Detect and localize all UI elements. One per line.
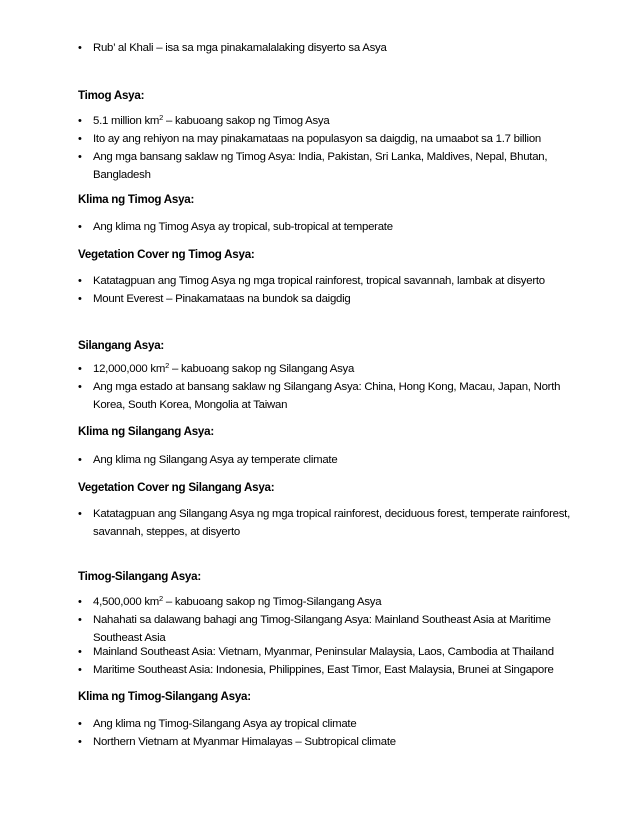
list-item-text: Ang mga bansang saklaw ng Timog Asya: India, Pakistan, Sri Lanka, Maldives, Nepal, Bhutan, Bangladesh (93, 151, 548, 181)
section-heading: Klima ng Timog-Silangang Asya: (78, 690, 251, 703)
section-heading: Timog Asya: (78, 89, 145, 102)
bullet-icon: • (78, 363, 82, 375)
superscript: 2 (165, 361, 170, 370)
section-heading: Timog-Silangang Asya: (78, 570, 201, 583)
bullet-icon: • (78, 664, 82, 676)
bullet-icon: • (78, 133, 82, 145)
list-item-text: Katatagpuan ang Timog Asya ng mga tropical rainforest, tropical savannah, lambak at disyerto (93, 275, 545, 287)
bullet-icon: • (78, 596, 82, 608)
list-item-text: Ang klima ng Silangang Asya ay temperate climate (93, 454, 338, 466)
bullet-icon: • (78, 151, 82, 163)
list-item-text: Maritime Southeast Asia: Indonesia, Philippines, East Timor, East Malaysia, Brunei at Singapore (93, 664, 554, 676)
bullet-icon: • (78, 736, 82, 748)
list-item-text: Nahahati sa dalawang bahagi ang Timog-Silangang Asya: Mainland Southeast Asia at Maritime Southeast Asia (93, 614, 551, 644)
bullet-icon: • (78, 381, 82, 393)
section-heading: Vegetation Cover ng Timog Asya: (78, 248, 255, 261)
bullet-icon: • (78, 115, 82, 127)
superscript: 2 (159, 594, 163, 603)
bullet-icon: • (78, 221, 82, 233)
list-item-text: Northern Vietnam at Myanmar Himalayas – Subtropical climate (93, 736, 396, 748)
section-heading: Vegetation Cover ng Silangang Asya: (78, 481, 275, 494)
bullet-icon: • (78, 454, 82, 466)
section-heading: Klima ng Silangang Asya: (78, 425, 214, 438)
list-item-text: 4,500,000 $km^2$ – kabuoang sakop ng Timog-Silangang Asya (93, 594, 382, 608)
list-item-text: 5.1 million $km^2$ – kabuoang sakop ng Timog Asya (93, 113, 330, 127)
bullet-icon: • (78, 275, 82, 287)
list-item-text: Katatagpuan ang Silangang Asya ng mga tropical rainforest, deciduous forest, temperate rainforest, savannah, steppes, at disyerto (93, 508, 570, 538)
section-heading: Klima ng Timog Asya: (78, 193, 195, 206)
list-item-text: Ito ay ang rehiyon na may pinakamataas na populasyon sa daigdig, na umaabot sa 1.7 billion (93, 133, 541, 145)
list-item-text: Ang mga estado at bansang saklaw ng Silangang Asya: China, Hong Kong, Macau, Japan, North Korea, South Korea, Mongolia at Taiwan (93, 381, 561, 411)
list-item-text: Mount Everest – Pinakamataas na bundok sa daigdig (93, 293, 351, 305)
list-item-text: Ang klima ng Timog Asya ay tropical, sub-tropical at temperate (93, 221, 393, 233)
bullet-icon: • (78, 718, 82, 730)
superscript: 2 (159, 113, 164, 122)
bullet-icon: • (78, 508, 82, 520)
list-item-text: Mainland Southeast Asia: Vietnam, Myanmar, Peninsular Malaysia, Laos, Cambodia at Thailand (93, 646, 554, 658)
bullet-icon: • (78, 42, 82, 54)
bullet-icon: • (78, 646, 82, 658)
section-heading: Silangang Asya: (78, 339, 165, 352)
bullet-icon: • (78, 293, 82, 305)
list-item-text: Rub’ al Khali – isa sa mga pinakamalalaking disyerto sa Asya (93, 42, 387, 54)
list-item-text: 12,000,000 $km^2$ – kabuoang sakop ng Silangang Asya (93, 361, 355, 375)
bullet-icon: • (78, 614, 82, 626)
list-item-text: Ang klima ng Timog-Silangang Asya ay tropical climate (93, 718, 357, 730)
